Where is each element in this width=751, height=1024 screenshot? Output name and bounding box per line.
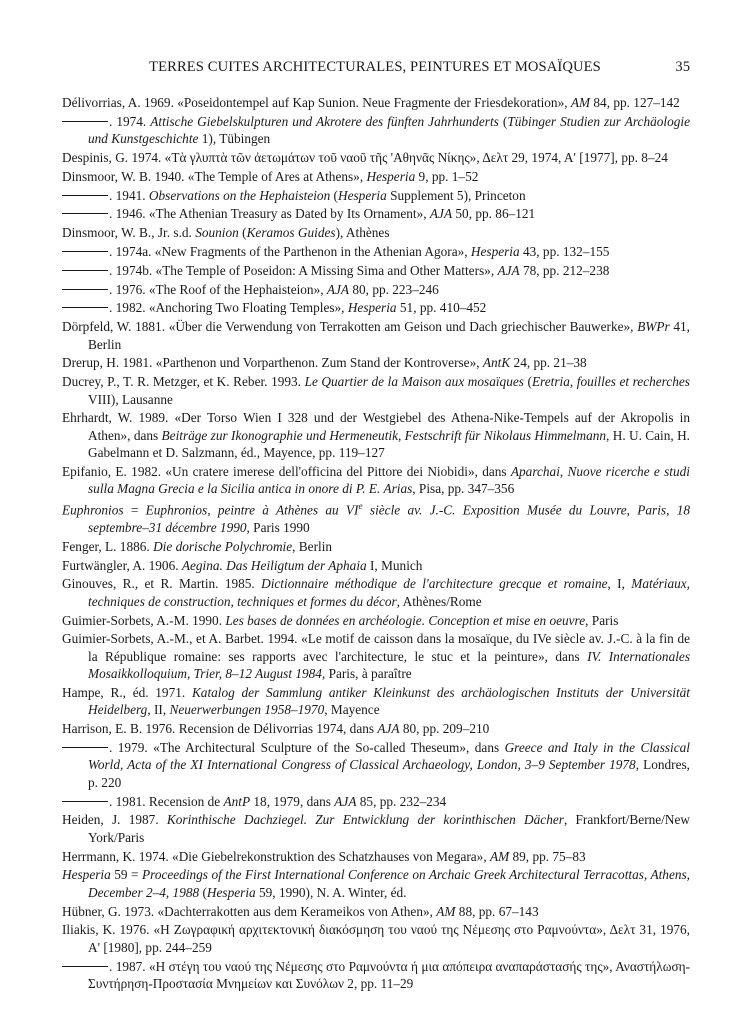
bibliography-entry xyxy=(62,557,690,574)
entry-italic-text: Les bases de données en archéologie. Conception et mise en oeuvre xyxy=(225,612,586,628)
bibliography-entry xyxy=(62,262,690,279)
bibliography-entry xyxy=(62,354,690,371)
entry-text: , Paris, à paraître xyxy=(321,666,412,682)
entry-italic-text: Sounion xyxy=(195,225,239,241)
bibliography-entry xyxy=(62,149,690,166)
entry-italic-text: Euphronios xyxy=(62,502,124,518)
entry-text: Ginouves, R., et R. Martin. 1985. xyxy=(62,576,262,592)
repeat-author-dash xyxy=(62,966,108,967)
entry-text: , Mayence xyxy=(324,702,380,718)
entry-text: 18, 1979, dans xyxy=(250,793,335,809)
repeat-author-dash xyxy=(62,307,108,308)
entry-italic-text: Hesperia xyxy=(347,300,397,316)
entry-text: 80, pp. 209–210 xyxy=(399,721,490,737)
entry-text: Herrmann, K. 1974. «Die Giebelrekonstruktion des Schatzhauses von Megara», xyxy=(62,848,490,864)
repeat-author-dash xyxy=(62,251,108,252)
entry-text: Fenger, L. 1886. xyxy=(62,538,154,554)
bibliography-entry xyxy=(62,113,690,148)
entry-text: 84, pp. 127–142 xyxy=(590,95,680,110)
running-header xyxy=(60,58,690,76)
entry-italic-text: Hesperia xyxy=(206,884,256,900)
entry-italic-text: AJA xyxy=(334,793,357,809)
entry-italic-text: AJA xyxy=(326,281,350,297)
entry-text: . 1974b. «The Temple of Poseidon: A Missing Sima and Other Matters», xyxy=(109,262,498,278)
bibliography-entry xyxy=(62,243,690,260)
repeat-author-dash xyxy=(62,747,108,748)
entry-italic-text: Hesperia xyxy=(62,867,111,883)
entry-text: I, Munich xyxy=(366,557,423,573)
entry-italic-text: AJA xyxy=(497,262,520,278)
entry-text: Dörpfeld, W. 1881. «Über die Verwendung von Terrakotten am Geison und Dach griechischer Bauwerke», xyxy=(62,319,638,335)
entry-text: 50, pp. 86–121 xyxy=(452,206,536,222)
entry-italic-text: AJA xyxy=(429,206,453,222)
entry-italic-text: Aparchai, Nuove ricerche e studi sulla Magna Grecia e la Sicilia antica in onore di P. E. Arias xyxy=(88,463,690,497)
entry-text: 59 = xyxy=(110,867,143,883)
entry-text: ( xyxy=(199,884,207,900)
bibliography-entry xyxy=(62,811,690,846)
entry-text: . 1941. xyxy=(109,187,149,203)
bibliography-entry xyxy=(62,903,690,920)
entry-text: Délivorrias, A. 1969. «Poseidontempel auf Kap Sunion. Neue Fragmente der Friesdekoration», xyxy=(62,95,571,110)
entry-text: . 1974a. «New Fragments of the Parthenon in the Athenian Agora», xyxy=(109,243,471,259)
entry-italic-text: Hesperia xyxy=(470,243,520,259)
entry-italic-text: Neuerwerbungen 1958–1970 xyxy=(169,702,325,718)
entry-text: , II, xyxy=(147,702,170,718)
entry-text: Guimier-Sorbets, A.-M. 1990. xyxy=(62,612,226,628)
entry-italic-text: siècle av. J.-C. Exposition Musée du Louvre, Paris, 18 septembre–31 décembre 1990 xyxy=(88,502,690,536)
entry-text: ( xyxy=(498,113,508,129)
bibliography-entry xyxy=(62,848,690,865)
entry-text: , Londres, p. 220 xyxy=(88,757,690,790)
entry-text: Dinsmoor, W. B., Jr. s.d. xyxy=(62,225,196,241)
entry-text: Epifanio, E. 1982. «Un cratere imerese dell'officina del Pittore dei Niobidi», dans xyxy=(62,463,511,479)
entry-text: , H. U. Cain, H. Gabelmann et D. Salzmann, éd., Mayence, pp. 119–127 xyxy=(88,427,690,461)
bibliography-entry xyxy=(62,538,690,555)
entry-text: = xyxy=(123,502,146,518)
bibliography-entry xyxy=(62,684,690,719)
bibliography-entry xyxy=(62,318,690,353)
entry-italic-text: BWPr xyxy=(637,319,670,335)
entry-text: . 1981. Recension de xyxy=(109,793,224,809)
entry-italic-text: AntP xyxy=(223,793,251,809)
entry-italic-text: Aegina. Das Heiligtum der Aphaia xyxy=(181,557,367,573)
entry-text: . 1982. «Anchoring Two Floating Temples», xyxy=(109,300,348,316)
entry-text: 24, pp. 21–38 xyxy=(510,355,587,371)
entry-text: , Frankfort/Berne/New York/Paris xyxy=(88,812,690,845)
bibliography-entry xyxy=(62,575,690,610)
bibliography-entry xyxy=(62,409,690,461)
entry-text: Heiden, J. 1987. xyxy=(62,812,167,828)
entry-italic-text: Tübinger Studien zur Archäologie und Kunstgeschichte xyxy=(88,113,690,147)
entry-text: 1), Tübingen xyxy=(198,131,271,147)
entry-italic-text: IV. Internationales Mosaikkolloquium, Trier, 8–12 August 1984 xyxy=(88,648,690,682)
entry-text: , Paris 1990 xyxy=(246,520,310,536)
entry-text: . 1979. «The Architectural Sculpture of the So-called Theseum», dans xyxy=(109,740,505,756)
entry-text: , Athènes/Rome xyxy=(396,593,482,609)
bibliography-entry xyxy=(62,921,690,956)
entry-italic-text: Attische Giebelskulpturen und Akrotere des fünften Jahrhunderts xyxy=(150,113,499,129)
repeat-author-dash xyxy=(62,121,108,122)
entry-text: Furtwängler, A. 1906. xyxy=(62,557,182,573)
entry-text: Hampe, R., éd. 1971. xyxy=(62,685,192,701)
entry-text: . 1987. «Η στέγη του ναού της Νέμεσης στο Ραμνούντα ή μια απόπειρα αναπαράστασής της», Αναστήλωση-Συντήρηση-Προστασία Μνημείων και Συνόλων 2, pp. 11–29 xyxy=(88,958,690,992)
entry-text: . 1946. «The Athenian Treasury as Dated by Its Ornament», xyxy=(109,206,430,222)
bibliography-entry xyxy=(62,94,690,111)
entry-italic-text: Katalog der Sammlung antiker Kleinkunst des archäologischen Instituts der Universität Heidelberg xyxy=(88,685,690,718)
entry-text: Iliakis, K. 1976. «Η Ζωγραφική αρχιτεκτονική διακόσμηση του ναού της Νέμεσης στο Ραμνούντα», Δελτ 31, 1976, Α' [1980], pp. 244–259 xyxy=(62,922,690,955)
entry-text: 41, Berlin xyxy=(88,319,691,352)
entry-italic-text: Greece and Italy in the Classical World, Acta of the XI International Congress of Classical Archaeology, London, 3–9 September 1978 xyxy=(88,740,690,773)
entry-italic-text: AM xyxy=(570,95,591,110)
entry-text: 43, pp. 132–155 xyxy=(519,243,610,259)
bibliography-entry xyxy=(62,205,690,222)
entry-italic-text: Keramos Guides xyxy=(246,225,336,241)
entry-text: VIII), Lausanne xyxy=(88,391,173,407)
bibliography-entry xyxy=(62,499,690,536)
entry-italic-text: Euphronios, peintre à Athènes au VI xyxy=(145,502,359,518)
entry-text: Guimier-Sorbets, A.-M., et A. Barbet. 1994. «Le motif de caisson dans la mosaïque, du IVe siècle av. J.-C. à la fin de la République romaine: ses rapports avec l'architecture, le stuc et la peinture», dans xyxy=(62,631,690,664)
entry-text: , Paris xyxy=(585,612,619,628)
repeat-author-dash xyxy=(62,270,108,271)
entry-text: . 1974. xyxy=(109,113,151,129)
repeat-author-dash xyxy=(62,801,108,802)
bibliography-entry xyxy=(62,187,690,204)
entry-italic-text: AntK xyxy=(482,355,511,371)
bibliography-entry xyxy=(62,630,690,682)
entry-text: , Berlin xyxy=(292,538,333,554)
bibliography-entry xyxy=(62,168,690,185)
entry-text: Ehrhardt, W. 1989. «Der Torso Wien I 328 und der Westgiebel des Athena-Nike-Tempels auf der Akropolis in Athen», dans xyxy=(62,410,690,443)
entry-text: Despinis, G. 1974. «Τὰ γλυπτὰ τῶν ἀετωμάτων τοῦ ναοῦ τῆς 'Αθηνᾶς Νίκης», Δελτ 29, 1974, Α' [1977], pp. 8–24 xyxy=(62,150,668,165)
bibliography-list xyxy=(62,94,690,994)
entry-italic-text: Matériaux, techniques de construction, techniques et formes du décor xyxy=(88,576,690,609)
entry-italic-text: Proceedings of the First International Conference on Archaic Greek Architectural Terracottas, Athens, December 2–4, 1988 xyxy=(88,867,690,900)
entry-text: Hübner, G. 1973. «Dachterrakotten aus dem Kerameikos von Athen», xyxy=(62,903,437,919)
bibliography-entry xyxy=(62,739,690,791)
page-number: 35 xyxy=(675,59,690,75)
entry-text: Drerup, H. 1981. «Parthenon und Vorparthenon. Zum Stand der Kontroverse», xyxy=(62,355,483,371)
entry-italic-text: Hesperia xyxy=(338,187,387,203)
entry-text: , I, xyxy=(607,576,632,592)
running-head-title: TERRES CUITES ARCHITECTURALES, PEINTURES ET MOSAÏQUES xyxy=(149,59,601,75)
entry-italic-text: Eretria, fouilles et recherches xyxy=(531,374,690,390)
bibliography-entry xyxy=(62,224,690,241)
entry-italic-text: Beiträge zur Ikonographie und Hermeneutik, Festschrift für Nikolaus Himmelmann xyxy=(161,427,607,443)
bibliography-entry xyxy=(62,866,690,901)
repeat-author-dash xyxy=(62,195,108,196)
entry-text: 85, pp. 232–234 xyxy=(356,793,447,809)
entry-italic-text: Dictionnaire méthodique de l'architecture grecque et romaine xyxy=(261,576,608,592)
entry-italic-text: AM xyxy=(436,903,456,919)
entry-text: 88, pp. 67–143 xyxy=(455,903,539,919)
entry-italic-text: Korinthische Dachziegel. Zur Entwicklung der korinthischen Dächer xyxy=(166,812,564,828)
bibliography-entry xyxy=(62,720,690,737)
entry-text: ( xyxy=(238,225,247,241)
entry-text: 80, pp. 223–246 xyxy=(349,281,439,297)
entry-text: Dinsmoor, W. B. 1940. «The Temple of Ares at Athens», xyxy=(62,168,367,184)
entry-italic-text: Hesperia xyxy=(366,168,416,184)
entry-text: 51, pp. 410–452 xyxy=(396,300,487,316)
bibliography-entry xyxy=(62,373,690,408)
entry-italic-text: AJA xyxy=(377,721,400,737)
entry-text: 9, pp. 1–52 xyxy=(415,168,479,184)
entry-text: Harrison, E. B. 1976. Recension de Délivorrias 1974, dans xyxy=(62,721,378,737)
entry-italic-text: Die dorische Polychromie xyxy=(153,538,293,554)
repeat-author-dash xyxy=(62,289,108,290)
entry-text: . 1976. «The Roof of the Hephaisteion», xyxy=(109,281,327,297)
repeat-author-dash xyxy=(62,213,108,214)
bibliography-entry xyxy=(62,793,690,810)
entry-text: 78, pp. 212–238 xyxy=(519,262,610,278)
bibliography-entry xyxy=(62,612,690,629)
entry-text: ( xyxy=(330,187,338,203)
entry-text: ( xyxy=(523,374,532,390)
entry-text: Ducrey, P., T. R. Metzger, et K. Reber. 1993. xyxy=(62,374,305,390)
entry-italic-text: Le Quartier de la Maison aux mosaïques xyxy=(304,374,524,390)
bibliography-entry xyxy=(62,281,690,298)
entry-italic-text: Observations on the Hephaisteion xyxy=(148,187,331,203)
entry-italic-text: AM xyxy=(489,848,510,864)
entry-text: 59, 1990), N. A. Winter, éd. xyxy=(255,884,407,900)
entry-italic-text: e xyxy=(358,502,363,513)
bibliography-entry xyxy=(62,299,690,316)
entry-text: Supplement 5), Princeton xyxy=(386,187,526,203)
bibliography-entry xyxy=(62,463,690,498)
entry-text: 89, pp. 75–83 xyxy=(509,848,586,864)
entry-text: , Pisa, pp. 347–356 xyxy=(412,481,515,497)
bibliography-entry xyxy=(62,958,690,993)
entry-text: ), Athènes xyxy=(335,225,390,241)
